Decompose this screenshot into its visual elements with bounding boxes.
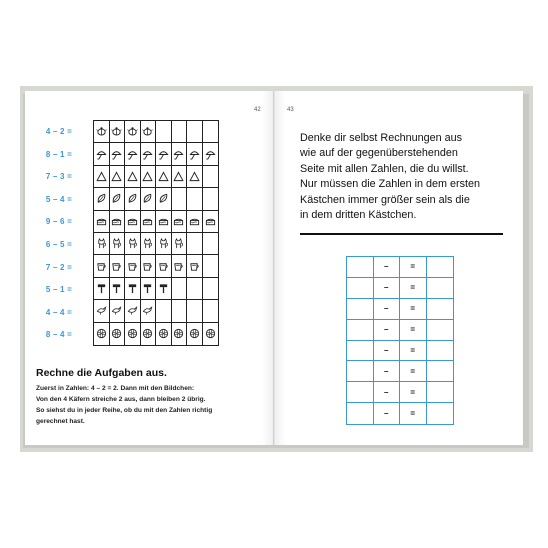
right-page-text [300, 131, 515, 223]
grid-cell [141, 255, 157, 277]
instruction-line: So siehst du in jeder Reihe, ob du mit den Zahlen richtig [36, 407, 213, 414]
answer-box [347, 320, 374, 341]
grid-cell [187, 233, 203, 255]
leaf-icon [96, 193, 107, 204]
bird-icon [111, 305, 122, 316]
answer-box [427, 361, 454, 382]
ball-icon [158, 328, 169, 339]
ball-icon [96, 328, 107, 339]
cat-icon [127, 238, 138, 249]
equals-sign: = [400, 403, 427, 424]
ball-icon [173, 328, 184, 339]
instruction-line: Zuerst in Zahlen: 4 – 2 = 2. Dann mit den Bildchen: [36, 385, 195, 392]
umbrella-icon [205, 149, 216, 160]
minus-sign: – [374, 299, 401, 320]
instruction-line: Von den 4 Käfern streiche 2 aus, dann bleiben 2 übrig. [36, 396, 206, 403]
cake-icon [158, 216, 169, 227]
grid-cell [172, 323, 188, 345]
grid-cell [125, 121, 141, 143]
cup-icon [96, 261, 107, 272]
text-line: Nur müssen die Zahlen in dem ersten [300, 178, 481, 191]
leaf-icon [127, 193, 138, 204]
grid-cell [125, 278, 141, 300]
triangle-icon [96, 171, 107, 182]
text-line: Kästchen immer größer sein als die [300, 193, 470, 206]
cake-icon [205, 216, 216, 227]
equation-label: 4 – 2 = [45, 127, 72, 136]
grid-cell [156, 211, 172, 233]
umbrella-icon [142, 149, 153, 160]
bird-icon [96, 305, 107, 316]
grid-cell [94, 211, 110, 233]
answer-box [427, 382, 454, 403]
beetle-icon [111, 126, 122, 137]
grid-cell [172, 121, 188, 143]
triangle-icon [111, 171, 122, 182]
cake-icon [142, 216, 153, 227]
grid-cell [156, 278, 172, 300]
ball-icon [142, 328, 153, 339]
answer-box [347, 361, 374, 382]
grid-cell [110, 255, 126, 277]
grid-cell [172, 233, 188, 255]
grid-cell [110, 188, 126, 210]
grid-cell [125, 143, 141, 165]
grid-cell [141, 121, 157, 143]
grid-cell [125, 300, 141, 322]
umbrella-icon [111, 149, 122, 160]
cake-icon [96, 216, 107, 227]
grid-cell [156, 121, 172, 143]
grid-cell [94, 323, 110, 345]
umbrella-icon [96, 149, 107, 160]
bird-icon [142, 305, 153, 316]
triangle-icon [127, 171, 138, 182]
grid-cell [110, 211, 126, 233]
ball-icon [111, 328, 122, 339]
grid-cell [141, 233, 157, 255]
text-line: in dem dritten Kästchen. [300, 209, 417, 222]
equation-label: 5 – 1 = [45, 285, 72, 294]
leaf-icon [142, 193, 153, 204]
grid-cell [187, 300, 203, 322]
minus-sign: – [374, 361, 401, 382]
cat-icon [111, 238, 122, 249]
grid-cell [141, 300, 157, 322]
grid-cell [141, 143, 157, 165]
page-number-right: 43 [287, 107, 294, 113]
cake-icon [127, 216, 138, 227]
grid-cell [94, 166, 110, 188]
answer-box [427, 320, 454, 341]
triangle-icon [142, 171, 153, 182]
equation-label: 7 – 2 = [45, 263, 72, 272]
umbrella-icon [158, 149, 169, 160]
grid-cell [94, 233, 110, 255]
grid-cell [172, 143, 188, 165]
equation-label: 6 – 5 = [45, 240, 72, 249]
answer-box [347, 299, 374, 320]
grid-cell [172, 255, 188, 277]
grid-cell [94, 255, 110, 277]
grid-cell [110, 278, 126, 300]
grid-cell [203, 211, 219, 233]
triangle-icon [173, 171, 184, 182]
answer-box [427, 341, 454, 362]
grid-cell [187, 188, 203, 210]
grid-cell [187, 166, 203, 188]
hammer-icon [111, 283, 122, 294]
cat-icon [142, 238, 153, 249]
equals-sign: = [400, 341, 427, 362]
equation-label: 4 – 4 = [45, 308, 72, 317]
grid-cell [156, 188, 172, 210]
cup-icon [127, 261, 138, 272]
beetle-icon [96, 126, 107, 137]
grid-cell [94, 121, 110, 143]
grid-cell [172, 278, 188, 300]
answer-box [347, 341, 374, 362]
cat-icon [158, 238, 169, 249]
grid-cell [141, 211, 157, 233]
cup-icon [189, 261, 200, 272]
grid-cell [172, 166, 188, 188]
triangle-icon [189, 171, 200, 182]
minus-sign: – [374, 403, 401, 424]
grid-cell [141, 188, 157, 210]
grid-cell [203, 188, 219, 210]
grid-cell [141, 166, 157, 188]
answer-box [427, 299, 454, 320]
equals-sign: = [400, 361, 427, 382]
beetle-icon [142, 126, 153, 137]
umbrella-icon [173, 149, 184, 160]
grid-cell [187, 278, 203, 300]
grid-cell [110, 143, 126, 165]
grid-cell [125, 211, 141, 233]
umbrella-icon [189, 149, 200, 160]
task-heading: Rechne die Aufgaben aus. [36, 367, 167, 379]
grid-cell [203, 143, 219, 165]
grid-cell [94, 300, 110, 322]
leaf-icon [111, 193, 122, 204]
grid-cell [110, 166, 126, 188]
minus-sign: – [374, 341, 401, 362]
grid-cell [94, 143, 110, 165]
grid-cell [110, 300, 126, 322]
grid-cell [172, 188, 188, 210]
minus-sign: – [374, 278, 401, 299]
grid-cell [187, 121, 203, 143]
grid-cell [203, 166, 219, 188]
beetle-icon [127, 126, 138, 137]
grid-cell [203, 255, 219, 277]
cat-icon [173, 238, 184, 249]
grid-cell [156, 233, 172, 255]
grid-cell [172, 211, 188, 233]
answer-box [347, 382, 374, 403]
equals-sign: = [400, 257, 427, 278]
grid-cell [94, 278, 110, 300]
answer-box [347, 257, 374, 278]
picture-grid [93, 120, 219, 346]
cup-icon [158, 261, 169, 272]
cake-icon [173, 216, 184, 227]
text-line: wie auf der gegenüberstehenden [300, 147, 458, 160]
grid-cell [203, 323, 219, 345]
hammer-icon [142, 283, 153, 294]
grid-cell [125, 166, 141, 188]
grid-cell [156, 143, 172, 165]
grid-cell [203, 300, 219, 322]
cup-icon [173, 261, 184, 272]
equation-label: 7 – 3 = [45, 172, 72, 181]
cup-icon [111, 261, 122, 272]
grid-cell [203, 233, 219, 255]
grid-cell [156, 323, 172, 345]
grid-cell [156, 166, 172, 188]
hammer-icon [158, 283, 169, 294]
ball-icon [127, 328, 138, 339]
grid-cell [110, 233, 126, 255]
text-line: Seite mit allen Zahlen, die du willst. [300, 162, 469, 175]
cake-icon [111, 216, 122, 227]
bird-icon [127, 305, 138, 316]
grid-cell [156, 255, 172, 277]
page-number-left: 42 [254, 107, 261, 113]
equals-sign: = [400, 278, 427, 299]
equation-label: 9 – 6 = [45, 217, 72, 226]
answer-box [427, 278, 454, 299]
ball-icon [189, 328, 200, 339]
grid-cell [156, 300, 172, 322]
instruction-line: gerechnet hast. [36, 418, 85, 425]
equals-sign: = [400, 320, 427, 341]
answer-box [347, 278, 374, 299]
cat-icon [96, 238, 107, 249]
minus-sign: – [374, 382, 401, 403]
minus-sign: – [374, 320, 401, 341]
grid-cell [187, 323, 203, 345]
grid-cell [94, 188, 110, 210]
equation-label: 5 – 4 = [45, 195, 72, 204]
answer-box [427, 257, 454, 278]
minus-sign: – [374, 257, 401, 278]
grid-cell [125, 323, 141, 345]
hammer-icon [96, 283, 107, 294]
equals-sign: = [400, 299, 427, 320]
leaf-icon [158, 193, 169, 204]
grid-cell [125, 233, 141, 255]
equation-label: 8 – 4 = [45, 330, 72, 339]
task-instructions [36, 383, 256, 427]
grid-cell [110, 121, 126, 143]
ball-icon [205, 328, 216, 339]
cake-icon [189, 216, 200, 227]
answer-box [427, 403, 454, 424]
grid-cell [141, 323, 157, 345]
triangle-icon [158, 171, 169, 182]
grid-cell [125, 255, 141, 277]
grid-cell [187, 255, 203, 277]
grid-cell [187, 143, 203, 165]
grid-cell [141, 278, 157, 300]
equation-label: 8 – 1 = [45, 150, 72, 159]
grid-cell [187, 211, 203, 233]
umbrella-icon [127, 149, 138, 160]
cup-icon [142, 261, 153, 272]
grid-cell [203, 121, 219, 143]
grid-cell [110, 323, 126, 345]
answer-box [347, 403, 374, 424]
grid-cell [125, 188, 141, 210]
hammer-icon [127, 283, 138, 294]
equals-sign: = [400, 382, 427, 403]
equation-grid [346, 256, 454, 425]
grid-cell [203, 278, 219, 300]
text-line: Denke dir selbst Rechnungen aus [300, 132, 463, 144]
writing-line [300, 233, 503, 235]
grid-cell [172, 300, 188, 322]
